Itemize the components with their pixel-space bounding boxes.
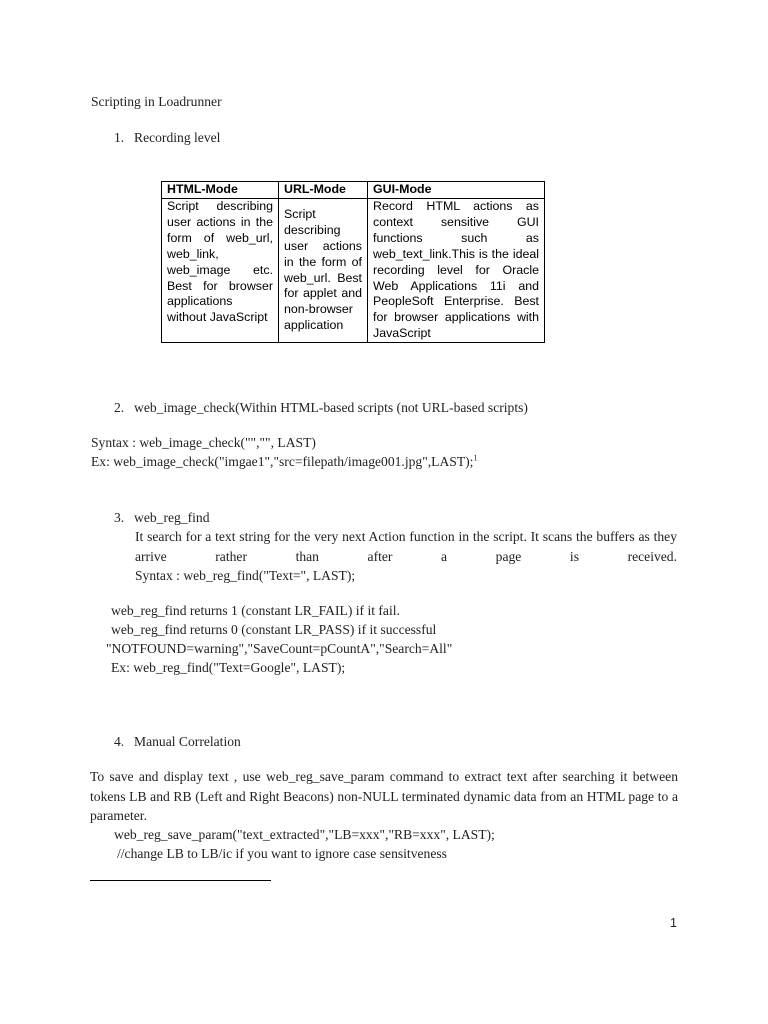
section-3-description: It search for a text string for the very next Action function in the script. It scans the buffers as they arrive rather than after a page is received. xyxy=(135,529,677,564)
section-4-title: Manual Correlation xyxy=(134,734,241,749)
cell-url-mode: Script describing user actions in the form of web_url. Best for applet and non-browser application xyxy=(279,199,368,343)
section-4-heading xyxy=(114,732,241,752)
section-2-heading xyxy=(114,398,528,418)
section-3-syntax: Syntax : web_reg_find("Text=", LAST); xyxy=(135,568,356,583)
section-3-heading xyxy=(114,508,210,528)
recording-modes-table xyxy=(161,181,545,343)
section-3-line-1: web_reg_find returns 1 (constant LR_FAIL) if it fail. xyxy=(111,603,400,618)
section-2-number: 2. xyxy=(114,400,125,415)
section-3-title: web_reg_find xyxy=(134,510,210,525)
section-2-syntax: Syntax : web_image_check("","", LAST) xyxy=(91,435,316,450)
section-3-line-4: Ex: web_reg_find("Text=Google", LAST); xyxy=(111,660,346,675)
document-title: Scripting in Loadrunner xyxy=(91,94,222,109)
page-number: 1 xyxy=(670,916,677,930)
header-gui-mode: GUI-Mode xyxy=(368,182,545,199)
section-2-example xyxy=(91,452,477,472)
cell-gui-mode: Record HTML actions as context sensitive GUI functions such as web_text_link.This is the ideal recording level for Oracle Web Applications 11i and PeopleSoft Enterprise. Best for browser applications with JavaScript xyxy=(368,199,545,343)
footnote-reference: 1 xyxy=(473,453,478,463)
section-2-example-text: Ex: web_image_check("imgae1","src=filepath/image001.jpg",LAST); xyxy=(91,454,474,469)
section-2-title: web_image_check(Within HTML-based scripts (not URL-based scripts) xyxy=(134,400,528,415)
section-1-title: Recording level xyxy=(134,130,221,145)
section-1-number: 1. xyxy=(114,130,125,145)
section-4-comment: //change LB to LB/ic if you want to ignore case sensitveness xyxy=(117,846,447,861)
header-url-mode: URL-Mode xyxy=(279,182,368,199)
table-header-row xyxy=(162,182,545,199)
footnote-separator xyxy=(90,880,271,881)
table-row xyxy=(162,199,545,343)
section-4-code: web_reg_save_param("text_extracted","LB=xxx","RB=xxx", LAST); xyxy=(114,827,495,842)
section-3-number: 3. xyxy=(114,510,125,525)
section-4-paragraph: To save and display text , use web_reg_save_param command to extract text after searching it between tokens LB and RB (Left and Right Beacons) non-NULL terminated dynamic data from an HTML page to a parameter. xyxy=(90,769,678,824)
header-html-mode: HTML-Mode xyxy=(162,182,279,199)
section-3-line-3: "NOTFOUND=warning","SaveCount=pCountA","Search=All" xyxy=(106,641,453,656)
section-1-heading xyxy=(114,128,220,148)
section-4-number: 4. xyxy=(114,734,125,749)
cell-html-mode: Script describing user actions in the form of web_url, web_link, web_image etc. Best for browser applications without JavaScript xyxy=(162,199,279,343)
section-3-line-2: web_reg_find returns 0 (constant LR_PASS) if it successful xyxy=(111,622,437,637)
